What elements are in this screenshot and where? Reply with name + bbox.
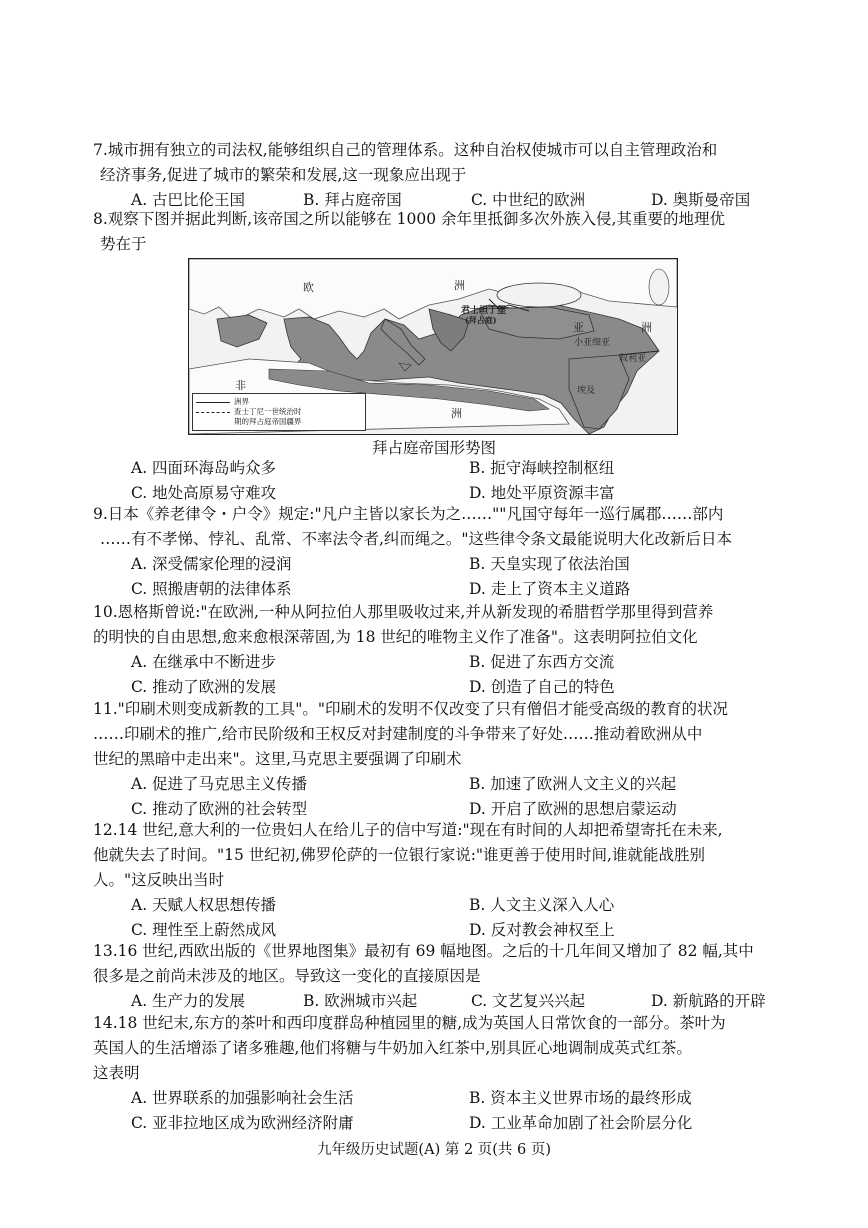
byzantine-map [188, 258, 678, 435]
legend-empire-boundary-1: 查士丁尼一世统治时 [234, 407, 302, 416]
q12-option-c: C. 理性至上蔚然成风 [131, 921, 277, 939]
q11-option-d: D. 开启了欧洲的思想启蒙运动 [469, 800, 677, 818]
q14-option-c: C. 亚非拉地区成为欧洲经济附庸 [131, 1114, 354, 1132]
q14-option-d: D. 工业革命加剧了社会阶层分化 [469, 1114, 693, 1132]
map-label-byzantium: (拜占庭) [465, 315, 497, 325]
q9-option-a: A. 深受儒家伦理的浸润 [131, 555, 292, 573]
q10-stem-line2: 的明快的自由思想,愈来愈根深蒂固,为 18 世纪的唯物主义作了准备"。这表明阿拉伯文化 [93, 628, 698, 646]
map-caption: 拜占庭帝国形势图 [371, 439, 496, 457]
map-label-europe-2: 洲 [454, 279, 465, 292]
map-label-europe: 欧 [303, 281, 314, 294]
q12-option-d: D. 反对教会神权至上 [469, 921, 615, 939]
map-label-asia-minor: 小亚细亚 [574, 338, 611, 348]
q12-stem-line3: 人。"这反映出当时 [93, 871, 225, 889]
q8-option-b: B. 扼守海峡控制枢纽 [469, 459, 615, 477]
q7-option-d: D. 奥斯曼帝国 [651, 191, 751, 209]
q11-option-b: B. 加速了欧洲人文主义的兴起 [469, 775, 677, 793]
q11-stem-line1: 11."印刷术则变成新教的工具"。"印刷术的发明不仅改变了只有僧侣才能受高级的教育的状况 [93, 700, 729, 718]
q12-option-b: B. 人文主义深入人心 [469, 896, 615, 914]
q10-stem-line1: 10.恩格斯曾说:"在欧洲,一种从阿拉伯人那里吸收过来,并从新发现的希腊哲学那里得到营养 [93, 603, 714, 621]
map-label-africa-2: 洲 [451, 407, 462, 420]
question-9 [93, 502, 793, 602]
q12-stem-line1: 12.14 世纪,意大利的一位贵妇人在给儿子的信中写道:"现在有时间的人却把希望寄托在未来, [93, 821, 723, 839]
q8-option-d: D. 地处平原资源丰富 [469, 484, 615, 502]
map-label-asia: 亚 [573, 321, 584, 334]
q13-stem-line1: 13.16 世纪,西欧出版的《世界地图集》最初有 69 幅地图。之后的十几年间又增加了 82 幅,其中 [93, 942, 754, 960]
q7-option-c: C. 中世纪的欧洲 [471, 191, 586, 209]
map-label-egypt: 埃及 [577, 386, 596, 396]
map-label-constantinople: 君士坦丁堡 [461, 306, 507, 316]
q11-option-a: A. 促进了马克思主义传播 [131, 775, 308, 793]
q8-option-c: C. 地处高原易守难攻 [131, 484, 277, 502]
q11-option-c: C. 推动了欧洲的社会转型 [131, 800, 308, 818]
question-8 [93, 207, 793, 257]
q13-option-b: B. 欧洲城市兴起 [303, 992, 418, 1010]
q14-option-b: B. 资本主义世界市场的最终形成 [469, 1089, 692, 1107]
map-label-africa: 非 [235, 379, 246, 392]
question-11 [93, 697, 793, 822]
q9-option-c: C. 照搬唐朝的法律体系 [131, 580, 292, 598]
question-14 [93, 1011, 793, 1136]
legend-empire-boundary-2: 期的拜占庭帝国疆界 [234, 417, 302, 426]
q14-option-a: A. 世界联系的加强影响社会生活 [131, 1089, 354, 1107]
map-label-asia-2: 洲 [641, 321, 652, 334]
q8-stem-line1: 8.观察下图并据此判断,该帝国之所以能够在 1000 余年里抵御多次外族入侵,其重要的地理优 [93, 210, 725, 228]
q9-stem-line2: ……有不孝悌、悖礼、乱常、不率法令者,纠而绳之。"这些律令条文最能说明大化改新后日本 [100, 530, 733, 548]
q7-stem-line2: 经济事务,促进了城市的繁荣和发展,这一现象应出现于 [100, 166, 467, 184]
q14-stem-line3: 这表明 [93, 1064, 140, 1082]
q10-option-a: A. 在继承中不断进步 [131, 653, 277, 671]
q9-option-b: B. 天皇实现了依法治国 [469, 555, 630, 573]
question-7 [93, 138, 793, 213]
q8-option-a: A. 四面环海岛屿众多 [131, 459, 277, 477]
q14-stem-line1: 14.18 世纪末,东方的茶叶和西印度群岛种植园里的糖,成为英国人日常饮食的一部分。茶叶为 [93, 1014, 726, 1032]
question-8-options [93, 456, 793, 506]
map-legend [192, 393, 366, 431]
q7-stem-line1: 7.城市拥有独立的司法权,能够组织自己的管理体系。这种自治权使城市可以自主管理政治和 [93, 141, 718, 159]
q12-stem-line2: 他就失去了时间。"15 世纪初,佛罗伦萨的一位银行家说:"谁更善于使用时间,谁就能战胜别 [93, 846, 705, 864]
q10-option-b: B. 促进了东西方交流 [469, 653, 615, 671]
q7-option-a: A. 古巴比伦王国 [131, 191, 246, 209]
q13-stem-line2: 很多是之前尚未涉及的地区。导致这一变化的直接原因是 [93, 967, 481, 985]
q9-option-d: D. 走上了资本主义道路 [469, 580, 631, 598]
q11-stem-line2: ……印刷术的推广,给市民阶级和王权反对封建制度的斗争带来了好处……推动着欧洲从中 [93, 725, 703, 743]
q12-option-a: A. 天赋人权思想传播 [131, 896, 277, 914]
q10-option-c: C. 推动了欧洲的发展 [131, 678, 277, 696]
q13-option-c: C. 文艺复兴兴起 [471, 992, 586, 1010]
page-footer: 九年级历史试题(A) 第 2 页(共 6 页) [316, 1142, 552, 1158]
question-13 [93, 939, 793, 1014]
q13-option-a: A. 生产力的发展 [131, 992, 246, 1010]
q13-option-d: D. 新航路的开辟 [651, 992, 766, 1010]
question-10 [93, 600, 793, 700]
map-label-syria: 叙利亚 [619, 354, 647, 364]
q7-option-b: B. 拜占庭帝国 [303, 191, 402, 209]
q9-stem-line1: 9.日本《养老律令・户令》规定:"凡户主皆以家长为之……""凡国守每年一巡行属郡……部内 [93, 505, 724, 523]
q10-option-d: D. 创造了自己的特色 [469, 678, 615, 696]
legend-continent-boundary: 洲界 [234, 397, 249, 406]
q14-stem-line2: 英国人的生活增添了诸多雅趣,他们将糖与牛奶加入红茶中,别具匠心地调制成英式红茶。 [93, 1039, 692, 1057]
q11-stem-line3: 世纪的黑暗中走出来"。这里,马克思主要强调了印刷术 [93, 750, 462, 768]
q8-stem-line2: 势在于 [100, 235, 147, 253]
question-12 [93, 818, 793, 943]
